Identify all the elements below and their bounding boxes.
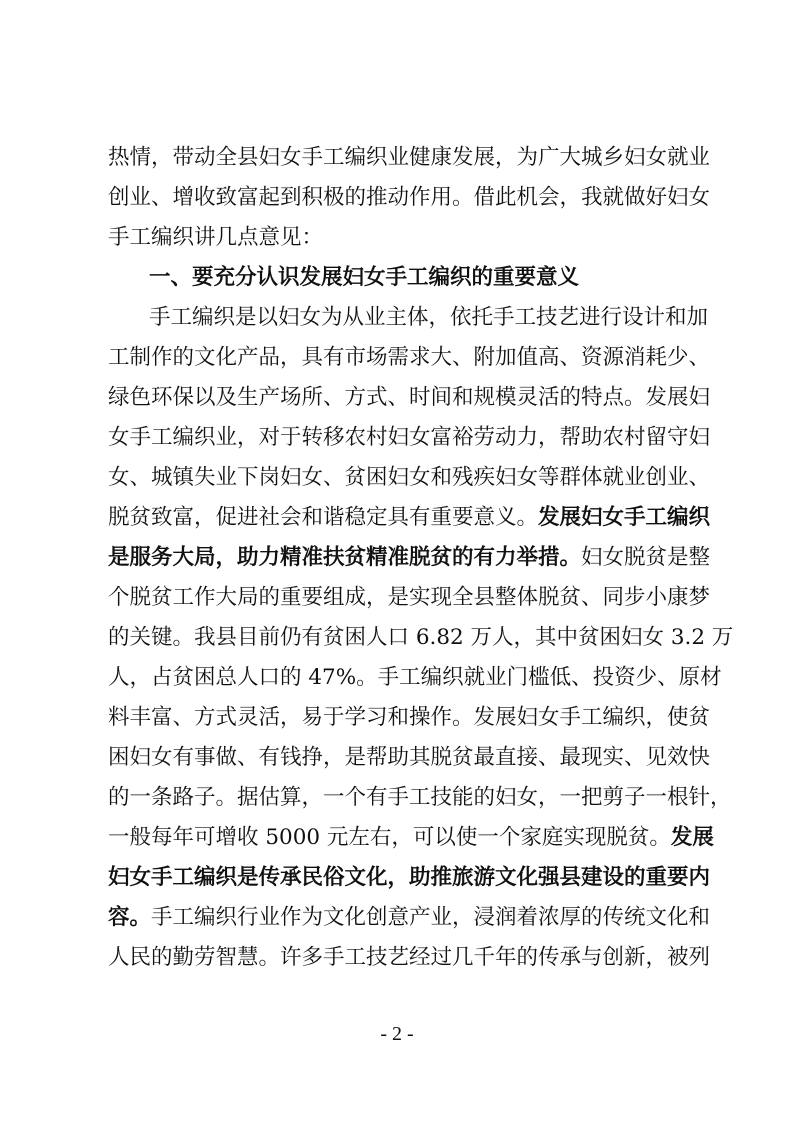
paragraph-line: 热情，带动全县妇女手工编织业健康发展，为广大城乡妇女就业 xyxy=(108,145,711,170)
body-text: 妇女脱贫是整 xyxy=(581,545,711,570)
paragraph-line: 手工编织是以妇女为从业主体，依托手工技艺进行设计和加 xyxy=(149,305,709,330)
paragraph-line: 女手工编织业，对于转移农村妇女富裕劳动力，帮助农村留守妇 xyxy=(108,425,711,450)
body-text: 脱贫致富，促进社会和谐稳定具有重要意义。 xyxy=(108,505,539,530)
page-number: - 2 - xyxy=(380,1023,414,1045)
paragraph-line: 绿色环保以及生产场所、方式、时间和规模灵活的特点。发展妇 xyxy=(108,385,711,410)
paragraph-line xyxy=(108,505,711,530)
bold-emphasis: 是服务大局，助力精准扶贫精准脱贫的有力举措。 xyxy=(108,545,582,570)
paragraph-line: 困妇女有事做、有钱挣，是帮助其脱贫最直接、最现实、见效快 xyxy=(108,745,711,770)
paragraph-line xyxy=(108,905,711,930)
paragraph-line xyxy=(108,825,714,850)
body-text: 一般每年可增收 5000 元左右，可以使一个家庭实现脱贫。 xyxy=(108,825,671,850)
paragraph-line: 创业、增收致富起到积极的推动作用。借此机会，我就做好妇女 xyxy=(108,185,711,210)
paragraph-line: 的一条路子。据估算，一个有手工技能的妇女，一把剪子一根针， xyxy=(108,785,732,810)
paragraph-line xyxy=(108,545,711,570)
bold-emphasis: 发展 xyxy=(670,825,714,850)
paragraph-line: 女、城镇失业下岗妇女、贫困妇女和残疾妇女等群体就业创业、 xyxy=(108,465,711,490)
bold-emphasis: 发展妇女手工编织 xyxy=(538,505,711,530)
paragraph-line: 妇女手工编织是传承民俗文化，助推旅游文化强县建设的重要内 xyxy=(108,865,711,890)
paragraph-line: 人，占贫困总人口的 47%。手工编织就业门槛低、投资少、原材 xyxy=(108,665,722,690)
paragraph-line: 工制作的文化产品，具有市场需求大、附加值高、资源消耗少、 xyxy=(108,345,711,370)
paragraph-line: 料丰富、方式灵活，易于学习和操作。发展妇女手工编织，使贫 xyxy=(108,705,711,730)
paragraph-line: 手工编织讲几点意见： xyxy=(108,225,324,250)
paragraph-line: 个脱贫工作大局的重要组成，是实现全县整体脱贫、同步小康梦 xyxy=(108,585,711,610)
paragraph-line: 人民的勤劳智慧。许多手工技艺经过几千年的传承与创新，被列 xyxy=(108,945,711,970)
body-text: 手工编织行业作为文化创意产业，浸润着浓厚的传统文化和 xyxy=(151,905,711,930)
paragraph-line: 的关键。我县目前仍有贫困人口 6.82 万人，其中贫困妇女 3.2 万 xyxy=(108,625,734,650)
bold-emphasis: 容。 xyxy=(108,905,152,930)
section-heading: 一、要充分认识发展妇女手工编织的重要意义 xyxy=(149,265,580,290)
